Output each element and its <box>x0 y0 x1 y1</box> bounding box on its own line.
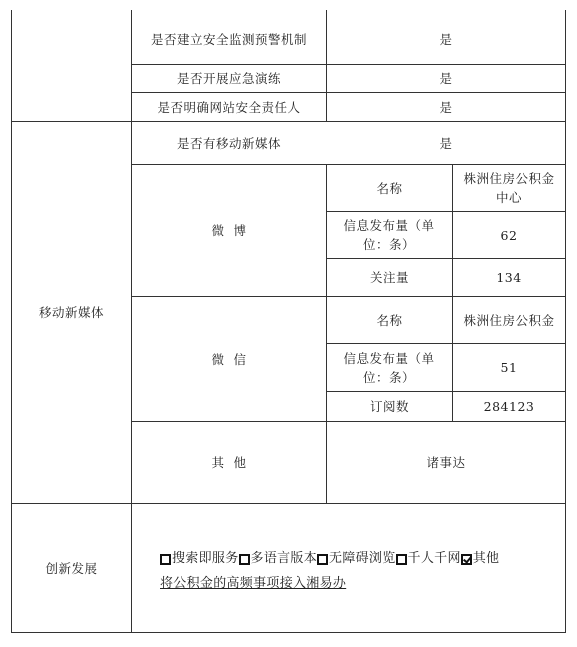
wechat-subs-label: 订阅数 <box>369 399 409 414</box>
innovation-section-title: 创新发展 <box>45 560 98 576</box>
option-accessibility[interactable] <box>317 548 396 570</box>
table-border-bottom <box>11 632 566 633</box>
emergency-drill-value: 是 <box>439 71 453 86</box>
other-note: 将公积金的高频事项接入湘易办 <box>160 575 347 591</box>
weibo-posts-value: 62 <box>500 227 518 243</box>
emergency-drill-label: 是否开展应急演练 <box>176 71 281 86</box>
checked-checkbox-icon[interactable] <box>461 554 472 565</box>
table-border-right <box>565 10 566 633</box>
site-responsible-value: 是 <box>439 99 453 115</box>
site-responsible-label: 是否明确网站安全责任人 <box>157 99 301 115</box>
weibo-follow-label: 关注量 <box>369 270 409 285</box>
weibo-name-value: 株洲住房公积金中心 <box>463 171 555 205</box>
checkbox-icon[interactable] <box>317 554 328 565</box>
innovation-options <box>160 548 499 595</box>
option-label: 搜索即服务 <box>172 551 239 566</box>
wechat-posts-label: 信息发布量（单位：条） <box>343 350 435 385</box>
weibo-posts-label: 信息发布量（单位：条） <box>343 218 435 252</box>
monitor-warning-value: 是 <box>439 31 453 47</box>
wechat-subs-value: 284123 <box>483 399 535 414</box>
wechat-posts-value: 51 <box>500 360 518 375</box>
has-new-media-value: 是 <box>439 135 453 151</box>
weibo-name-label: 名称 <box>376 180 403 196</box>
option-label: 多语言版本 <box>250 551 318 566</box>
wechat-name-value: 株洲住房公积金 <box>463 312 555 328</box>
monitor-warning-label: 是否建立安全监测预警机制 <box>150 31 307 47</box>
has-new-media-label: 是否有移动新媒体 <box>176 135 281 151</box>
option-label: 无障碍浏览 <box>329 551 396 566</box>
checkbox-icon[interactable] <box>239 554 250 565</box>
option-personalized[interactable] <box>396 548 461 570</box>
checkbox-icon[interactable] <box>396 554 407 565</box>
weibo-follow-value: 134 <box>496 270 522 285</box>
option-label: 其他 <box>472 551 500 566</box>
other-platform-label: 其 他 <box>211 455 247 470</box>
option-search-as-service[interactable] <box>160 548 239 570</box>
option-multilingual[interactable] <box>239 548 318 570</box>
wechat-platform-label: 微 信 <box>211 351 247 367</box>
option-label: 千人千网 <box>407 551 461 566</box>
option-other[interactable] <box>461 548 500 570</box>
weibo-platform-label: 微 博 <box>211 223 247 238</box>
other-platform-value: 诸事达 <box>426 455 466 470</box>
mobile-section-title: 移动新媒体 <box>38 305 104 320</box>
checkbox-icon[interactable] <box>160 554 171 565</box>
wechat-name-label: 名称 <box>376 312 403 328</box>
